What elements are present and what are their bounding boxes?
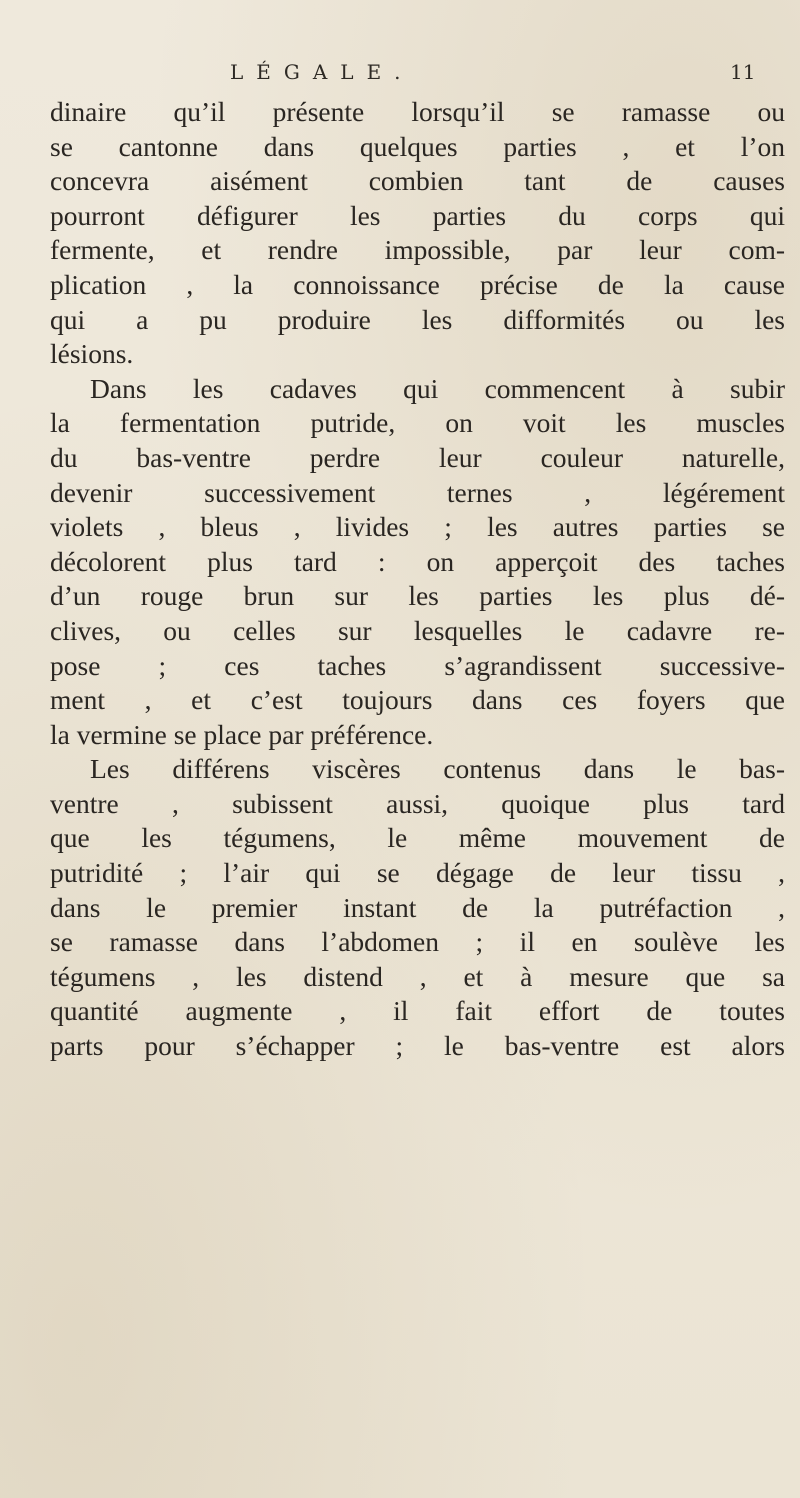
text-line: se ramasse dans l’abdomen ; il en soulève les — [50, 926, 785, 958]
text-line: clives, ou celles sur lesquelles le cadavre re- — [50, 614, 785, 646]
text-line: concevra aisément combien tant de causes — [50, 165, 785, 197]
paragraph-start-line: Dans les cadaves qui commencent à subir — [90, 372, 785, 404]
text-line: quantité augmente , il fait effort de toutes — [50, 995, 785, 1027]
text-line: qui a pu produire les difformités ou les — [50, 303, 785, 335]
paragraph-end-line: la vermine se place par préférence. — [50, 718, 434, 750]
text-line: que les tégumens, le même mouvement de — [50, 822, 785, 854]
text-line: pourront défigurer les parties du corps qui — [50, 199, 785, 231]
text-line: ment , et c’est toujours dans ces foyers que — [50, 684, 785, 716]
text-line: décolorent plus tard : on apperçoit des taches — [50, 545, 785, 577]
text-line: tégumens , les distend , et à mesure que sa — [50, 960, 785, 992]
text-line: dinaire qu’il présente lorsqu’il se ramasse ou — [50, 96, 785, 127]
text-line: d’un rouge brun sur les parties les plus dé- — [50, 580, 785, 612]
paragraph-end-line: lésions. — [50, 338, 134, 370]
text-line: violets , bleus , livides ; les autres parties se — [50, 511, 785, 543]
text-line: pose ; ces taches s’agrandissent successive- — [50, 649, 785, 681]
text-line: du bas-ventre perdre leur couleur naturelle, — [50, 441, 785, 473]
text-line: devenir successivement ternes , légérement — [50, 476, 785, 508]
text-line: fermente, et rendre impossible, par leur com- — [50, 234, 785, 266]
text-line: plication , la connoissance précise de la cause — [50, 268, 785, 300]
page-number: 11 — [730, 60, 756, 84]
paragraph-start-line: Les différens viscères contenus dans le bas- — [90, 753, 785, 785]
text-line: parts pour s’échapper ; le bas-ventre est alors — [50, 1030, 785, 1062]
text-line: la fermentation putride, on voit les muscles — [50, 407, 785, 439]
text-line: putridité ; l’air qui se dégage de leur tissu , — [50, 857, 785, 889]
body-text — [50, 95, 785, 1064]
text-line: dans le premier instant de la putréfaction , — [50, 891, 785, 923]
text-line: ventre , subissent aussi, quoique plus tard — [50, 787, 785, 819]
running-title: LÉGALE. — [230, 60, 414, 84]
text-line: se cantonne dans quelques parties , et l’on — [50, 130, 785, 162]
